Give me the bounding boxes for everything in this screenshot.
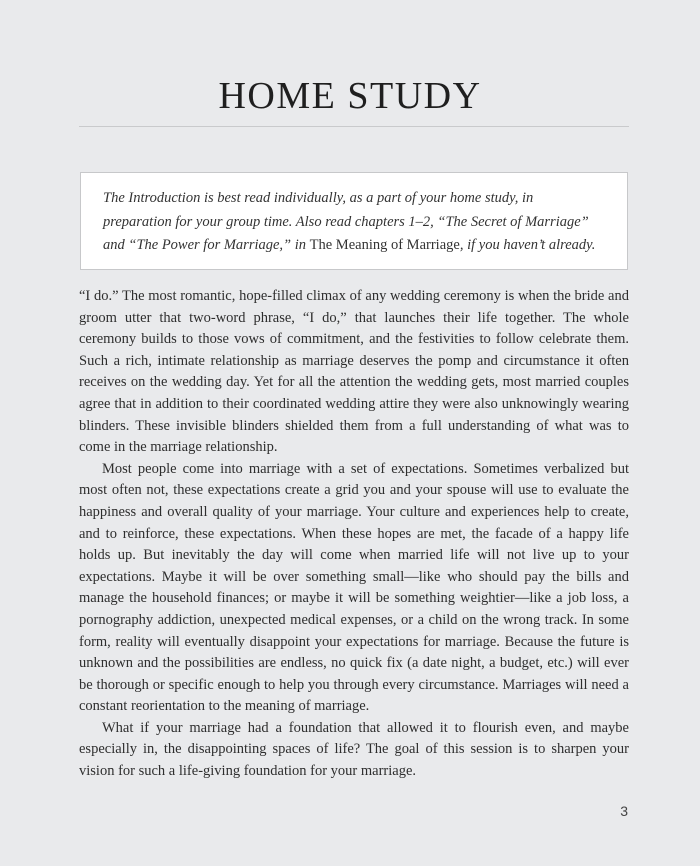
page-number: 3	[620, 803, 628, 819]
body-paragraph: “I do.” The most romantic, hope-filled climax of any wedding ceremony is when the bride and groom utter that two-word phrase, “I do,” that launches their life together. The whole ceremony builds to those vows of commitment, and the festivities to follow celebrate them. Such a rich, intimate relationship as marriage deserves the pomp and circumstance it often receives on the wedding day. Yet for all the attention the wedding gets, most married couples agree that in addition to their coordinated wedding attire they were also unknowingly wearing blinders. These invisible blinders shielded them from a full understanding of what was to come in the marriage relationship.	[79, 288, 629, 456]
body-text	[79, 286, 629, 783]
callout-text-end: , if you haven’t already.	[459, 237, 596, 253]
reading-instructions-box	[80, 172, 628, 270]
page-title: HOME STUDY	[218, 75, 482, 117]
book-title: The Meaning of Marriage	[309, 237, 460, 253]
body-paragraph: What if your marriage had a foundation that allowed it to flourish even, and maybe especially in, the disappointing spaces of life? The goal of this session is to sharpen your vision for such a life-giving foundation for your marriage.	[79, 719, 629, 780]
callout-text: The Introduction is best read individually, as a part of your home study, in preparation for your group time. Also read chapters 1–2, “The Secret of Marriage” and “The Power for Marriage,” in	[103, 190, 589, 253]
body-paragraph: Most people come into marriage with a set of expectations. Sometimes verbalized but most often not, these expectations create a grid you and your spouse will use to evaluate the happiness and overall quality of your marriage. Your culture and experiences help to create, and to reinforce, these expectations. When these hopes are met, the facade of a happy life holds up. But inevitably the day will come when married life will not live up to your expectations. Maybe it will be over something small—like who should pay the bills and manage the household finances; or maybe it will be something weightier—like a job loss, a pornography addiction, unexpected medical expenses, or a child on the wrong track. In some form, reality will eventually disappoint your expectations for marriage. Because the future is unknown and the possibilities are endless, no quick fix (a date night, a budget, etc.) will ever be thorough or specific enough to help you through every circumstance. Marriages will need a constant reorientation to the meaning of marriage.	[79, 460, 629, 715]
title-divider	[79, 126, 629, 127]
